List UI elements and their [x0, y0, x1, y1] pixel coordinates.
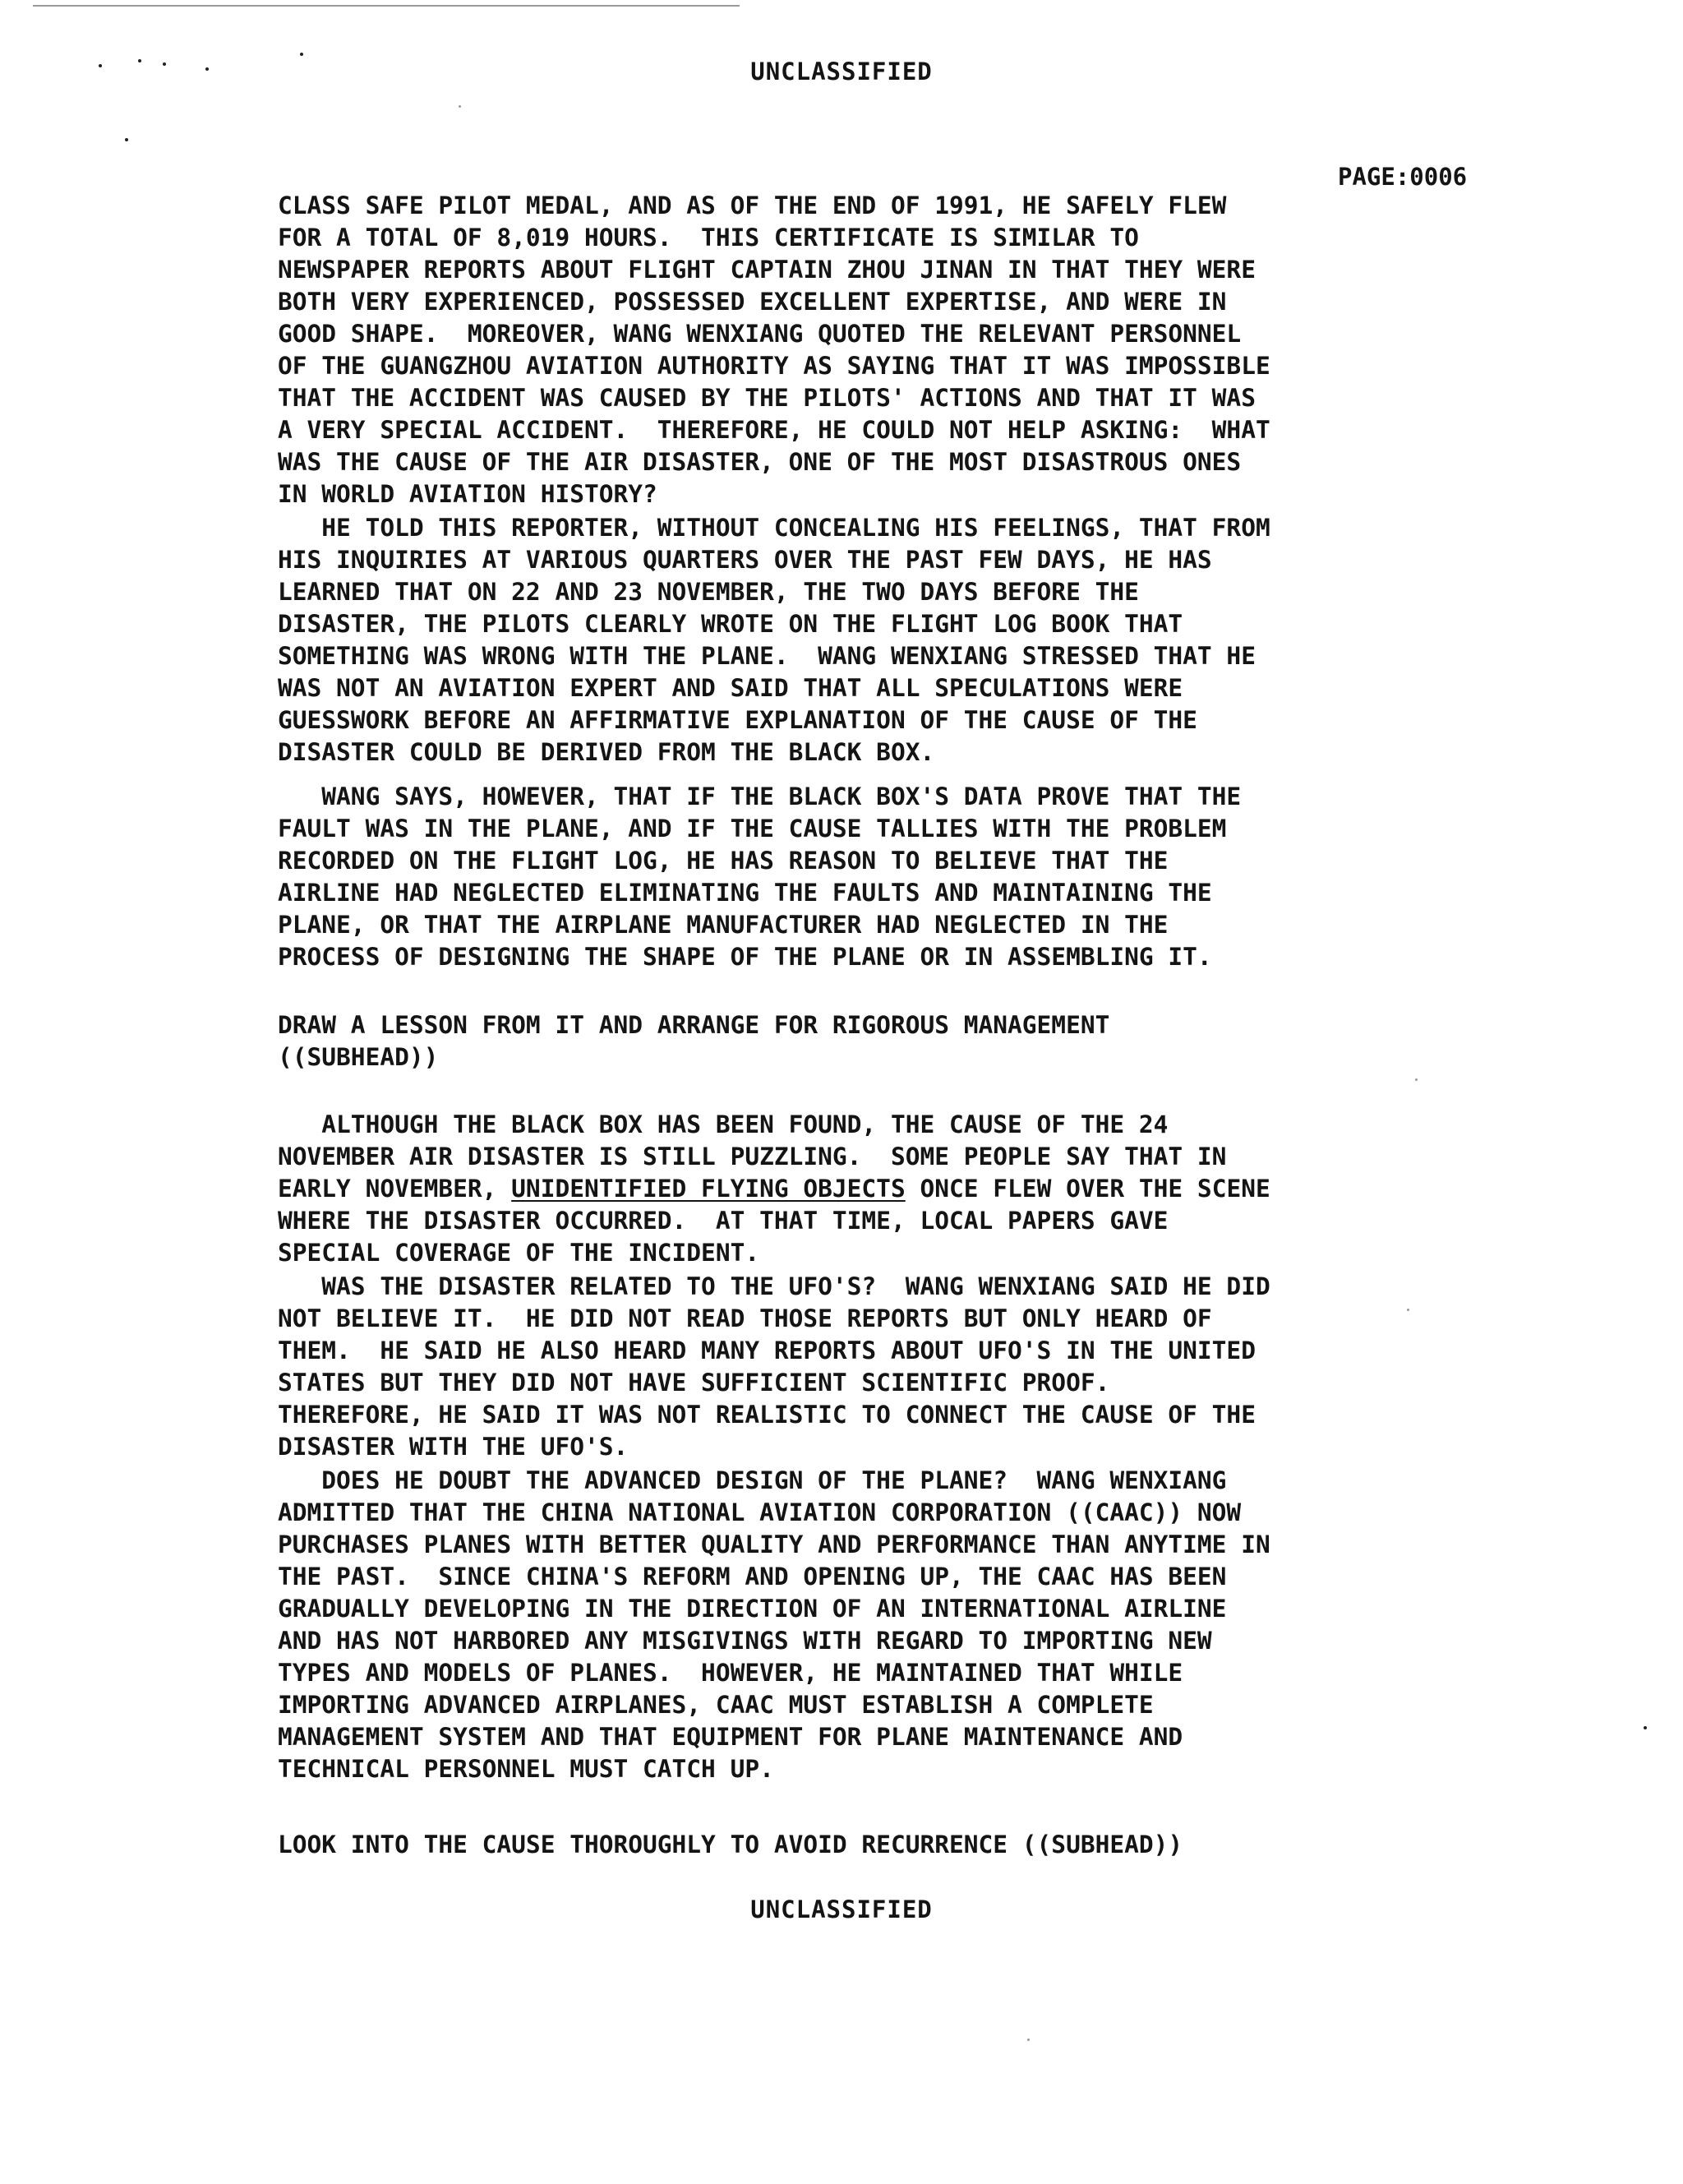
- text-line: STATES BUT THEY DID NOT HAVE SUFFICIENT SCIENTIFIC PROOF.: [278, 1369, 1110, 1397]
- text-segment: EARLY NOVEMBER,: [278, 1175, 512, 1203]
- text-line: PURCHASES PLANES WITH BETTER QUALITY AND PERFORMANCE THAN ANYTIME IN: [278, 1531, 1270, 1558]
- text-line: A VERY SPECIAL ACCIDENT. THEREFORE, HE COULD NOT HELP ASKING: WHAT: [278, 416, 1270, 444]
- text-line: NEWSPAPER REPORTS ABOUT FLIGHT CAPTAIN ZHOU JINAN IN THAT THEY WERE: [278, 256, 1256, 284]
- text-line: WAS THE DISASTER RELATED TO THE UFO'S? WANG WENXIANG SAID HE DID: [278, 1272, 1270, 1300]
- text-line: OF THE GUANGZHOU AVIATION AUTHORITY AS SAYING THAT IT WAS IMPOSSIBLE: [278, 352, 1270, 380]
- classification-footer: UNCLASSIFIED: [750, 1895, 933, 1923]
- text-line: AIRLINE HAD NEGLECTED ELIMINATING THE FAULTS AND MAINTAINING THE: [278, 879, 1212, 907]
- text-line: WAS THE CAUSE OF THE AIR DISASTER, ONE OF THE MOST DISASTROUS ONES: [278, 448, 1242, 476]
- scan-speck: [125, 138, 128, 141]
- scan-speck: [1415, 1078, 1418, 1081]
- text-line: DISASTER COULD BE DERIVED FROM THE BLACK BOX.: [278, 738, 935, 766]
- scan-edge-line: [33, 5, 740, 7]
- text-line: AND HAS NOT HARBORED ANY MISGIVINGS WITH REGARD TO IMPORTING NEW: [278, 1627, 1212, 1655]
- text-line: GOOD SHAPE. MOREOVER, WANG WENXIANG QUOTED THE RELEVANT PERSONNEL: [278, 320, 1242, 348]
- text-line-with-underline: [278, 1174, 1270, 1203]
- text-line: DOES HE DOUBT THE ADVANCED DESIGN OF THE PLANE? WANG WENXIANG: [278, 1466, 1227, 1494]
- text-line: MANAGEMENT SYSTEM AND THAT EQUIPMENT FOR PLANE MAINTENANCE AND: [278, 1723, 1183, 1751]
- text-line: ADMITTED THAT THE CHINA NATIONAL AVIATION CORPORATION ((CAAC)) NOW: [278, 1498, 1242, 1526]
- scan-speck: [459, 105, 461, 108]
- underlined-term: UNIDENTIFIED FLYING OBJECTS: [511, 1175, 906, 1203]
- text-line: WHERE THE DISASTER OCCURRED. AT THAT TIME, LOCAL PAPERS GAVE: [278, 1207, 1169, 1235]
- text-line: THE PAST. SINCE CHINA'S REFORM AND OPENING UP, THE CAAC HAS BEEN: [278, 1563, 1227, 1591]
- text-line: TYPES AND MODELS OF PLANES. HOWEVER, HE MAINTAINED THAT WHILE: [278, 1659, 1183, 1687]
- subhead: DRAW A LESSON FROM IT AND ARRANGE FOR RIGOROUS MANAGEMENT: [278, 1011, 1110, 1039]
- scan-speck: [1027, 2039, 1030, 2041]
- text-line: DISASTER, THE PILOTS CLEARLY WROTE ON THE FLIGHT LOG BOOK THAT: [278, 610, 1183, 638]
- text-line: IMPORTING ADVANCED AIRPLANES, CAAC MUST ESTABLISH A COMPLETE: [278, 1691, 1154, 1719]
- text-line: THAT THE ACCIDENT WAS CAUSED BY THE PILOTS' ACTIONS AND THAT IT WAS: [278, 384, 1256, 412]
- text-line: FOR A TOTAL OF 8,019 HOURS. THIS CERTIFICATE IS SIMILAR TO: [278, 224, 1139, 252]
- scan-speck: [1644, 1726, 1647, 1729]
- text-line: TECHNICAL PERSONNEL MUST CATCH UP.: [278, 1755, 774, 1783]
- text-line: LEARNED THAT ON 22 AND 23 NOVEMBER, THE TWO DAYS BEFORE THE: [278, 578, 1139, 606]
- scan-speck: [1407, 1309, 1409, 1311]
- subhead: ((SUBHEAD)): [278, 1043, 439, 1071]
- text-line: HIS INQUIRIES AT VARIOUS QUARTERS OVER THE PAST FEW DAYS, HE HAS: [278, 546, 1212, 574]
- text-line: NOT BELIEVE IT. HE DID NOT READ THOSE REPORTS BUT ONLY HEARD OF: [278, 1304, 1212, 1332]
- text-line: SPECIAL COVERAGE OF THE INCIDENT.: [278, 1239, 760, 1267]
- text-segment: ONCE FLEW OVER THE SCENE: [905, 1175, 1270, 1203]
- page-number: PAGE:0006: [1338, 163, 1468, 191]
- text-line: RECORDED ON THE FLIGHT LOG, HE HAS REASON TO BELIEVE THAT THE: [278, 847, 1169, 875]
- scan-speck: [300, 53, 303, 56]
- text-line: NOVEMBER AIR DISASTER IS STILL PUZZLING. SOME PEOPLE SAY THAT IN: [278, 1143, 1227, 1170]
- text-line: THEREFORE, HE SAID IT WAS NOT REALISTIC TO CONNECT THE CAUSE OF THE: [278, 1401, 1256, 1429]
- text-line: IN WORLD AVIATION HISTORY?: [278, 480, 657, 508]
- text-line: WAS NOT AN AVIATION EXPERT AND SAID THAT ALL SPECULATIONS WERE: [278, 674, 1183, 702]
- classification-header: UNCLASSIFIED: [750, 58, 933, 85]
- text-line: THEM. HE SAID HE ALSO HEARD MANY REPORTS ABOUT UFO'S IN THE UNITED: [278, 1337, 1256, 1364]
- text-line: HE TOLD THIS REPORTER, WITHOUT CONCEALING HIS FEELINGS, THAT FROM: [278, 514, 1270, 542]
- text-line: PROCESS OF DESIGNING THE SHAPE OF THE PLANE OR IN ASSEMBLING IT.: [278, 943, 1212, 971]
- text-line: GUESSWORK BEFORE AN AFFIRMATIVE EXPLANATION OF THE CAUSE OF THE: [278, 706, 1197, 734]
- text-line: DISASTER WITH THE UFO'S.: [278, 1433, 629, 1461]
- text-line: FAULT WAS IN THE PLANE, AND IF THE CAUSE TALLIES WITH THE PROBLEM: [278, 815, 1227, 843]
- text-line: ALTHOUGH THE BLACK BOX HAS BEEN FOUND, THE CAUSE OF THE 24: [278, 1110, 1169, 1138]
- text-line: CLASS SAFE PILOT MEDAL, AND AS OF THE END OF 1991, HE SAFELY FLEW: [278, 192, 1227, 219]
- text-line: WANG SAYS, HOWEVER, THAT IF THE BLACK BOX'S DATA PROVE THAT THE: [278, 783, 1242, 810]
- text-line: SOMETHING WAS WRONG WITH THE PLANE. WANG WENXIANG STRESSED THAT HE: [278, 642, 1256, 670]
- text-line: GRADUALLY DEVELOPING IN THE DIRECTION OF AN INTERNATIONAL AIRLINE: [278, 1595, 1227, 1623]
- text-line: BOTH VERY EXPERIENCED, POSSESSED EXCELLENT EXPERTISE, AND WERE IN: [278, 288, 1227, 316]
- subhead: LOOK INTO THE CAUSE THOROUGHLY TO AVOID RECURRENCE ((SUBHEAD)): [278, 1831, 1183, 1858]
- text-line: PLANE, OR THAT THE AIRPLANE MANUFACTURER HAD NEGLECTED IN THE: [278, 911, 1169, 939]
